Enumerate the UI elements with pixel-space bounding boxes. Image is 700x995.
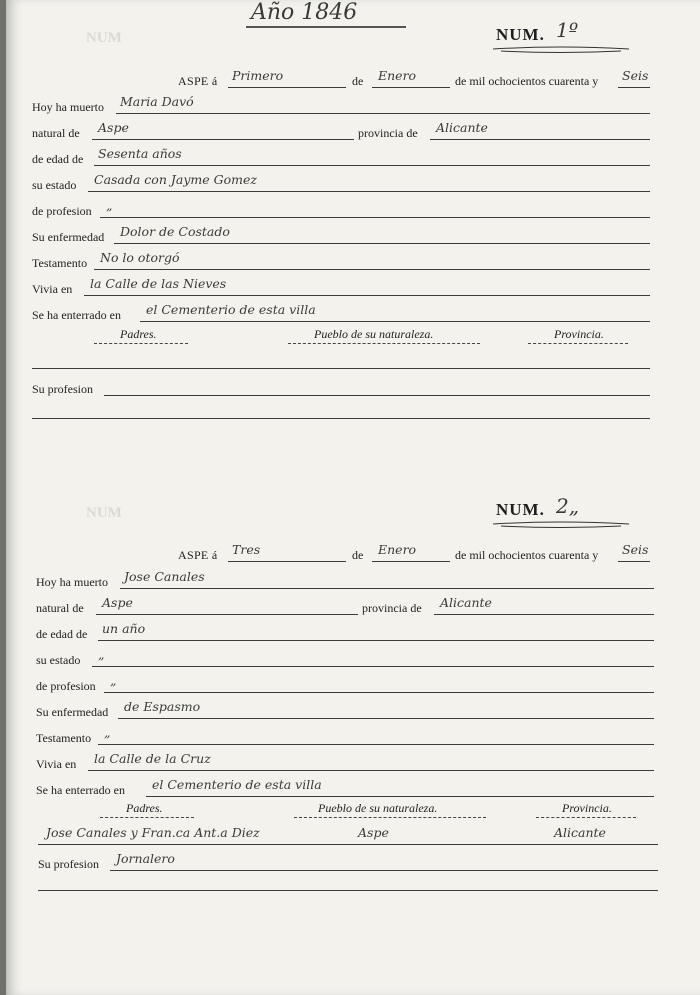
padres-header: Padres. (120, 327, 157, 341)
provincia-header: Provincia. (562, 801, 612, 815)
estado-label: su estado (32, 178, 77, 192)
register-page (6, 0, 700, 995)
de-label: de (352, 548, 364, 562)
month-line (372, 87, 450, 88)
year-suffix-value: Seis (622, 68, 649, 83)
su-profesion-label: Su profesion (32, 382, 93, 396)
bleed-through-mark: NUM (86, 30, 122, 46)
num-label: NUM. (496, 25, 545, 44)
deceased-name: Jose Canales (124, 569, 205, 584)
padres-line (38, 844, 658, 845)
enterrado-value: el Cementerio de esta villa (152, 777, 322, 792)
pueblo-header-underline (288, 343, 480, 344)
pueblo-header: Pueblo de su naturaleza. (314, 327, 434, 341)
provincia-header: Provincia. (554, 327, 604, 341)
profesion-value: „ (106, 198, 113, 213)
vivia-label: Vivia en (36, 757, 77, 771)
extra-line (32, 418, 650, 419)
deceased-line (116, 113, 650, 114)
enterrado-label: Se ha enterrado en (36, 783, 125, 797)
year-underline (246, 26, 406, 28)
su-profesion-line (104, 395, 650, 396)
year-suffix-line (618, 87, 650, 88)
estado-line (88, 191, 650, 192)
profesion-label: de profesion (32, 204, 92, 218)
vivia-label: Vivia en (32, 282, 73, 296)
edad-line (94, 165, 650, 166)
vivia-value: la Calle de la Cruz (94, 751, 211, 766)
edad-value: un año (102, 621, 146, 636)
testamento-line (94, 269, 650, 270)
provincia-value: Alicante (436, 120, 488, 135)
profesion-line (100, 217, 650, 218)
vivia-line (88, 770, 654, 771)
num-flourish (491, 43, 631, 55)
natural-label: natural de (36, 601, 84, 615)
testamento-line (98, 744, 654, 745)
provincia-padres-value: Alicante (554, 825, 606, 840)
pueblo-header: Pueblo de su naturaleza. (318, 801, 438, 815)
testamento-label: Testamento (32, 256, 88, 270)
year-label: de mil ochocientos cuarenta y (455, 74, 599, 88)
deceased-line (120, 588, 654, 589)
pueblo-value: Aspe (358, 825, 389, 840)
de-label: de (352, 74, 364, 88)
padres-value: Jose Canales y Fran.ca Ant.a Diez (46, 825, 260, 840)
testamento-label: Testamento (36, 731, 92, 745)
testamento-value: No lo otorgó (100, 250, 180, 265)
edad-line (98, 640, 654, 641)
month-line (372, 561, 450, 562)
profesion-line (104, 692, 654, 693)
natural-label: natural de (32, 126, 80, 140)
natural-line (92, 139, 354, 140)
num-label: NUM. (496, 500, 545, 519)
padres-header-underline (100, 817, 194, 818)
estado-line (92, 666, 654, 667)
day-line (228, 87, 346, 88)
entry-number: 1º (556, 18, 579, 42)
edad-label: de edad de (32, 152, 84, 166)
year-suffix-line (618, 561, 650, 562)
extra-line (38, 890, 658, 891)
edad-value: Sesenta años (98, 146, 182, 161)
enfermedad-label: Su enfermedad (32, 230, 105, 244)
year-suffix-value: Seis (622, 542, 649, 557)
natural-line (96, 614, 358, 615)
enfermedad-line (114, 243, 650, 244)
aspe-label: ASPE á (178, 548, 218, 562)
enterrado-line (140, 321, 650, 322)
enterrado-label: Se ha enterrado en (32, 308, 121, 322)
su-profesion-value: Jornalero (116, 851, 175, 866)
natural-value: Aspe (98, 120, 129, 135)
year-heading: Año 1846 (251, 0, 358, 25)
profesion-value: „ (110, 673, 117, 688)
natural-value: Aspe (102, 595, 133, 610)
padres-header: Padres. (126, 801, 163, 815)
year-label: de mil ochocientos cuarenta y (455, 548, 599, 562)
provincia-label: provincia de (362, 601, 422, 615)
enterrado-value: el Cementerio de esta villa (146, 302, 316, 317)
provincia-header-underline (528, 343, 628, 344)
edad-label: de edad de (36, 627, 88, 641)
padres-line (32, 368, 650, 369)
enfermedad-value: Dolor de Costado (120, 224, 230, 239)
pueblo-header-underline (294, 817, 486, 818)
provincia-value: Alicante (440, 595, 492, 610)
testamento-value: „ (104, 725, 111, 740)
aspe-label: ASPE á (178, 74, 218, 88)
month-value: Enero (378, 68, 417, 83)
vivia-value: la Calle de las Nieves (90, 276, 227, 291)
enfermedad-value: de Espasmo (124, 699, 201, 714)
su-profesion-label: Su profesion (38, 857, 99, 871)
enterrado-line (146, 796, 654, 797)
estado-value: Casada con Jayme Gomez (94, 172, 257, 187)
deceased-name: Maria Davó (120, 94, 194, 109)
profesion-label: de profesion (36, 679, 96, 693)
day-value: Tres (232, 542, 261, 557)
deceased-label: Hoy ha muerto (36, 575, 108, 589)
vivia-line (84, 295, 650, 296)
enfermedad-line (118, 718, 654, 719)
entry-number: 2„ (556, 494, 580, 518)
estado-label: su estado (36, 653, 81, 667)
estado-value: „ (98, 647, 105, 662)
day-line (228, 561, 346, 562)
month-value: Enero (378, 542, 417, 557)
provincia-header-underline (536, 817, 636, 818)
enfermedad-label: Su enfermedad (36, 705, 109, 719)
day-value: Primero (232, 68, 284, 83)
bleed-through-mark: NUM (86, 505, 122, 521)
num-flourish (491, 518, 631, 530)
provincia-line (430, 139, 650, 140)
provincia-line (434, 614, 654, 615)
deceased-label: Hoy ha muerto (32, 100, 104, 114)
provincia-label: provincia de (358, 126, 418, 140)
padres-header-underline (94, 343, 188, 344)
su-profesion-line (110, 870, 658, 871)
